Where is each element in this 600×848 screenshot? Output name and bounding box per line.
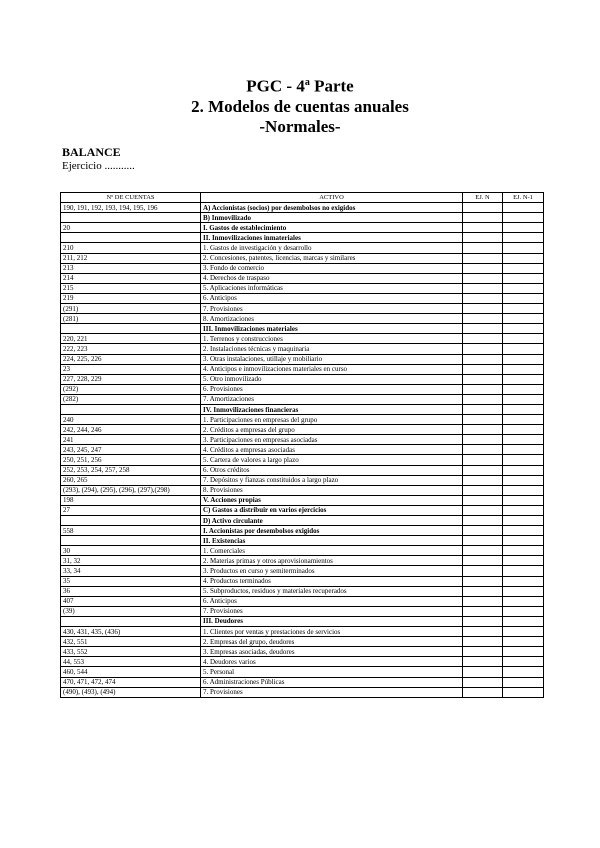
accounts-cell: 210 bbox=[61, 243, 201, 253]
accounts-cell: 558 bbox=[61, 526, 201, 536]
description-cell: 4. Productos terminados bbox=[201, 576, 463, 586]
ej-n1-cell bbox=[503, 485, 544, 495]
accounts-cell: (291) bbox=[61, 304, 201, 314]
ej-n1-cell bbox=[503, 374, 544, 384]
table-row bbox=[61, 667, 544, 677]
ej-n1-cell bbox=[503, 243, 544, 253]
ej-n-cell bbox=[463, 233, 503, 243]
section-heading: BALANCE bbox=[62, 145, 121, 159]
ej-n1-cell bbox=[503, 637, 544, 647]
ej-n-cell bbox=[463, 263, 503, 273]
description-cell: III. Deudores bbox=[201, 616, 463, 626]
table-row bbox=[61, 203, 544, 213]
ej-n1-cell bbox=[503, 465, 544, 475]
table-row bbox=[61, 404, 544, 414]
description-cell: 7. Provisiones bbox=[201, 687, 463, 697]
ej-n1-cell bbox=[503, 667, 544, 677]
table-row bbox=[61, 415, 544, 425]
ej-n1-cell bbox=[503, 203, 544, 213]
description-cell: 4. Anticipos e inmovilizaciones materiales en curso bbox=[201, 364, 463, 374]
ej-n-cell bbox=[463, 364, 503, 374]
ej-n-cell bbox=[463, 475, 503, 485]
description-cell: 1. Participaciones en empresas del grupo bbox=[201, 415, 463, 425]
ej-n-cell bbox=[463, 213, 503, 223]
table-row bbox=[61, 657, 544, 667]
accounts-cell: 33, 34 bbox=[61, 566, 201, 576]
table-row bbox=[61, 334, 544, 344]
accounts-cell: 470, 471, 472, 474 bbox=[61, 677, 201, 687]
table-row bbox=[61, 536, 544, 546]
description-cell: 2. Instalaciones técnicas y maquinaria bbox=[201, 344, 463, 354]
description-cell: 6. Provisiones bbox=[201, 384, 463, 394]
ej-n-cell bbox=[463, 667, 503, 677]
description-cell: 7. Provisiones bbox=[201, 304, 463, 314]
accounts-cell: 250, 251, 256 bbox=[61, 455, 201, 465]
description-cell: 5. Cartera de valores a largo plazo bbox=[201, 455, 463, 465]
ej-n1-cell bbox=[503, 647, 544, 657]
ej-n1-cell bbox=[503, 526, 544, 536]
description-cell: IV. Inmovilizaciones financieras bbox=[201, 404, 463, 414]
description-cell: III. Inmovilizaciones materiales bbox=[201, 324, 463, 334]
table-row bbox=[61, 687, 544, 697]
table-row bbox=[61, 647, 544, 657]
ej-n-cell bbox=[463, 304, 503, 314]
accounts-cell: 252, 253, 254, 257, 258 bbox=[61, 465, 201, 475]
description-cell: 2. Concesiones, patentes, licencias, marcas y similares bbox=[201, 253, 463, 263]
table-row bbox=[61, 344, 544, 354]
ej-n1-cell bbox=[503, 475, 544, 485]
ej-n-cell bbox=[463, 657, 503, 667]
title-line-2: 2. Modelos de cuentas anuales bbox=[191, 96, 409, 116]
title-line-1: PGC - 4$^a$ Parte bbox=[246, 76, 354, 96]
description-cell: 6. Administraciones Públicas bbox=[201, 677, 463, 687]
ej-n1-cell bbox=[503, 455, 544, 465]
table-row bbox=[61, 465, 544, 475]
ej-n-cell bbox=[463, 384, 503, 394]
table-row bbox=[61, 516, 544, 526]
ej-n1-cell bbox=[503, 304, 544, 314]
ej-n-cell bbox=[463, 283, 503, 293]
table-row bbox=[61, 273, 544, 283]
ej-n-cell bbox=[463, 223, 503, 233]
ej-n1-cell bbox=[503, 263, 544, 273]
ej-n-cell bbox=[463, 415, 503, 425]
table-row bbox=[61, 455, 544, 465]
table-row bbox=[61, 364, 544, 374]
description-cell: 2. Empresas del grupo, deudores bbox=[201, 637, 463, 647]
ej-n-cell bbox=[463, 314, 503, 324]
accounts-cell: (293), (294), (295), (296), (297),(298) bbox=[61, 485, 201, 495]
ej-n1-cell bbox=[503, 556, 544, 566]
description-cell: 6. Anticipos bbox=[201, 596, 463, 606]
title-line-3: -Normales- bbox=[259, 116, 341, 136]
description-cell: 3. Productos en curso y semiterminados bbox=[201, 566, 463, 576]
ej-n-cell bbox=[463, 465, 503, 475]
description-cell: 3. Empresas asociadas, deudores bbox=[201, 647, 463, 657]
accounts-cell: 222, 223 bbox=[61, 344, 201, 354]
table-row bbox=[61, 596, 544, 606]
description-cell: 2. Materias primas y otros aprovisionamientos bbox=[201, 556, 463, 566]
ej-n1-cell bbox=[503, 606, 544, 616]
ej-n1-cell bbox=[503, 293, 544, 303]
accounts-cell bbox=[61, 324, 201, 334]
accounts-cell: (282) bbox=[61, 394, 201, 404]
ej-n1-cell bbox=[503, 324, 544, 334]
table-row bbox=[61, 283, 544, 293]
description-cell: 1. Comerciales bbox=[201, 546, 463, 556]
ej-n1-cell bbox=[503, 596, 544, 606]
description-cell: V. Acciones propias bbox=[201, 495, 463, 505]
ej-n1-cell bbox=[503, 576, 544, 586]
accounts-cell bbox=[61, 536, 201, 546]
table-row bbox=[61, 374, 544, 384]
ej-n-cell bbox=[463, 596, 503, 606]
accounts-cell bbox=[61, 213, 201, 223]
description-cell: 6. Anticipos bbox=[201, 293, 463, 303]
ej-n1-cell bbox=[503, 314, 544, 324]
ej-n-cell bbox=[463, 324, 503, 334]
accounts-cell: 241 bbox=[61, 435, 201, 445]
ej-n-cell bbox=[463, 687, 503, 697]
ej-n1-cell bbox=[503, 627, 544, 637]
table-row bbox=[61, 263, 544, 273]
table-row bbox=[61, 243, 544, 253]
table-row bbox=[61, 213, 544, 223]
ej-n-cell bbox=[463, 495, 503, 505]
description-cell: 4. Derechos de traspaso bbox=[201, 273, 463, 283]
description-cell: 8. Provisiones bbox=[201, 485, 463, 495]
table-body bbox=[61, 203, 544, 698]
accounts-cell bbox=[61, 404, 201, 414]
accounts-cell: 211, 212 bbox=[61, 253, 201, 263]
table-row bbox=[61, 354, 544, 364]
ej-n-cell bbox=[463, 404, 503, 414]
ej-n1-cell bbox=[503, 536, 544, 546]
accounts-cell: 36 bbox=[61, 586, 201, 596]
header-ej-n1: EJ. N-1 bbox=[503, 193, 544, 203]
ej-n-cell bbox=[463, 556, 503, 566]
accounts-cell: 219 bbox=[61, 293, 201, 303]
table-row bbox=[61, 616, 544, 626]
ej-n-cell bbox=[463, 677, 503, 687]
accounts-cell: 20 bbox=[61, 223, 201, 233]
description-cell: 3. Otras instalaciones, utillaje y mobiliario bbox=[201, 354, 463, 364]
accounts-cell: 407 bbox=[61, 596, 201, 606]
ej-n-cell bbox=[463, 576, 503, 586]
description-cell: 3. Fondo de comercio bbox=[201, 263, 463, 273]
ej-n1-cell bbox=[503, 586, 544, 596]
description-cell: 1. Gastos de investigación y desarrollo bbox=[201, 243, 463, 253]
accounts-cell: (39) bbox=[61, 606, 201, 616]
ej-n-cell bbox=[463, 203, 503, 213]
ej-n-cell bbox=[463, 546, 503, 556]
ej-n1-cell bbox=[503, 394, 544, 404]
table-row bbox=[61, 475, 544, 485]
accounts-cell bbox=[61, 616, 201, 626]
description-cell: 7. Depósitos y fianzas constituidos a largo plazo bbox=[201, 475, 463, 485]
accounts-cell: 260, 265 bbox=[61, 475, 201, 485]
description-cell: I. Gastos de establecimiento bbox=[201, 223, 463, 233]
ej-n1-cell bbox=[503, 687, 544, 697]
description-cell: 5. Aplicaciones informáticas bbox=[201, 283, 463, 293]
ej-n1-cell bbox=[503, 546, 544, 556]
balance-table bbox=[60, 192, 544, 698]
description-cell: 2. Créditos a empresas del grupo bbox=[201, 425, 463, 435]
ej-n-cell bbox=[463, 606, 503, 616]
ej-n1-cell bbox=[503, 283, 544, 293]
ej-n-cell bbox=[463, 536, 503, 546]
description-cell: B) Inmovilizado bbox=[201, 213, 463, 223]
accounts-cell: (281) bbox=[61, 314, 201, 324]
table-row bbox=[61, 546, 544, 556]
ej-n-cell bbox=[463, 253, 503, 263]
ej-n-cell bbox=[463, 374, 503, 384]
description-cell: 1. Terrenos y construcciones bbox=[201, 334, 463, 344]
accounts-cell: (490), (493), (494) bbox=[61, 687, 201, 697]
accounts-cell: (292) bbox=[61, 384, 201, 394]
description-cell: 1. Clientes por ventas y prestaciones de servicios bbox=[201, 627, 463, 637]
document-title bbox=[0, 73, 600, 137]
accounts-cell: 31, 32 bbox=[61, 556, 201, 566]
ej-n-cell bbox=[463, 354, 503, 364]
table-row bbox=[61, 314, 544, 324]
ej-n1-cell bbox=[503, 404, 544, 414]
ej-n1-cell bbox=[503, 213, 544, 223]
description-cell: 3. Participaciones en empresas asociadas bbox=[201, 435, 463, 445]
ej-n-cell bbox=[463, 485, 503, 495]
accounts-cell: 430, 431, 435, (436) bbox=[61, 627, 201, 637]
description-cell: II. Inmovilizaciones inmateriales bbox=[201, 233, 463, 243]
ej-n1-cell bbox=[503, 677, 544, 687]
accounts-cell: 44, 553 bbox=[61, 657, 201, 667]
ej-n-cell bbox=[463, 647, 503, 657]
accounts-cell: 190, 191, 192, 193, 194, 195, 196 bbox=[61, 203, 201, 213]
ej-n1-cell bbox=[503, 516, 544, 526]
ej-n-cell bbox=[463, 637, 503, 647]
table-row bbox=[61, 505, 544, 515]
ej-n1-cell bbox=[503, 334, 544, 344]
header-ej-n: EJ. N bbox=[463, 193, 503, 203]
table-row bbox=[61, 304, 544, 314]
table-row bbox=[61, 606, 544, 616]
table-row bbox=[61, 293, 544, 303]
ej-n-cell bbox=[463, 425, 503, 435]
accounts-cell: 242, 244, 246 bbox=[61, 425, 201, 435]
description-cell: A) Accionistas (socios) por desembolsos no exigidos bbox=[201, 203, 463, 213]
ej-n-cell bbox=[463, 445, 503, 455]
table-row bbox=[61, 495, 544, 505]
ej-n-cell bbox=[463, 505, 503, 515]
accounts-cell bbox=[61, 516, 201, 526]
ej-n1-cell bbox=[503, 233, 544, 243]
ej-n-cell bbox=[463, 586, 503, 596]
table-row bbox=[61, 627, 544, 637]
ej-n1-cell bbox=[503, 364, 544, 374]
ej-n1-cell bbox=[503, 415, 544, 425]
accounts-cell: 213 bbox=[61, 263, 201, 273]
description-cell: 4. Créditos a empresas asociadas bbox=[201, 445, 463, 455]
description-cell: 5. Subproductos, residuos y materiales recuperados bbox=[201, 586, 463, 596]
table-row bbox=[61, 223, 544, 233]
description-cell: I. Accionistas por desembolsos exigidos bbox=[201, 526, 463, 536]
ej-n-cell bbox=[463, 526, 503, 536]
description-cell: 5. Personal bbox=[201, 667, 463, 677]
accounts-cell: 214 bbox=[61, 273, 201, 283]
accounts-cell: 243, 245, 247 bbox=[61, 445, 201, 455]
table-row bbox=[61, 324, 544, 334]
table-row bbox=[61, 394, 544, 404]
ej-n-cell bbox=[463, 273, 503, 283]
ej-n1-cell bbox=[503, 253, 544, 263]
ej-n-cell bbox=[463, 627, 503, 637]
section-subheading: Ejercicio ........... bbox=[62, 160, 135, 172]
ej-n1-cell bbox=[503, 445, 544, 455]
accounts-cell: 30 bbox=[61, 546, 201, 556]
table-row bbox=[61, 435, 544, 445]
ej-n1-cell bbox=[503, 566, 544, 576]
ej-n-cell bbox=[463, 455, 503, 465]
header-accounts: Nº DE CUENTAS bbox=[61, 193, 201, 203]
ej-n-cell bbox=[463, 616, 503, 626]
description-cell: C) Gastos a distribuir en varios ejercicios bbox=[201, 505, 463, 515]
table-row bbox=[61, 586, 544, 596]
section-header bbox=[62, 145, 135, 173]
ej-n1-cell bbox=[503, 223, 544, 233]
description-cell: 7. Amortizaciones bbox=[201, 394, 463, 404]
accounts-cell: 215 bbox=[61, 283, 201, 293]
table-row bbox=[61, 637, 544, 647]
ej-n-cell bbox=[463, 394, 503, 404]
table-row bbox=[61, 253, 544, 263]
accounts-cell: 220, 221 bbox=[61, 334, 201, 344]
ej-n-cell bbox=[463, 243, 503, 253]
description-cell: 4. Deudores varios bbox=[201, 657, 463, 667]
ej-n-cell bbox=[463, 293, 503, 303]
accounts-cell: 224, 225, 226 bbox=[61, 354, 201, 364]
table-row bbox=[61, 425, 544, 435]
ej-n1-cell bbox=[503, 657, 544, 667]
ej-n1-cell bbox=[503, 273, 544, 283]
accounts-cell: 432, 551 bbox=[61, 637, 201, 647]
description-cell: 5. Otro inmovilizado bbox=[201, 374, 463, 384]
description-cell: 6. Otros créditos bbox=[201, 465, 463, 475]
table-row bbox=[61, 677, 544, 687]
accounts-cell: 240 bbox=[61, 415, 201, 425]
accounts-cell: 23 bbox=[61, 364, 201, 374]
ej-n-cell bbox=[463, 344, 503, 354]
table-row bbox=[61, 556, 544, 566]
description-cell: 8. Amortizaciones bbox=[201, 314, 463, 324]
table-row bbox=[61, 445, 544, 455]
header-description: ACTIVO bbox=[201, 193, 463, 203]
accounts-cell bbox=[61, 233, 201, 243]
ej-n1-cell bbox=[503, 344, 544, 354]
ej-n1-cell bbox=[503, 616, 544, 626]
accounts-cell: 198 bbox=[61, 495, 201, 505]
ej-n1-cell bbox=[503, 384, 544, 394]
description-cell: 7. Provisiones bbox=[201, 606, 463, 616]
table-row bbox=[61, 526, 544, 536]
table-row bbox=[61, 485, 544, 495]
ej-n-cell bbox=[463, 334, 503, 344]
ej-n1-cell bbox=[503, 435, 544, 445]
ej-n-cell bbox=[463, 516, 503, 526]
ej-n1-cell bbox=[503, 495, 544, 505]
accounts-cell: 433, 552 bbox=[61, 647, 201, 657]
ej-n1-cell bbox=[503, 425, 544, 435]
accounts-cell: 460, 544 bbox=[61, 667, 201, 677]
table-row bbox=[61, 566, 544, 576]
table-row bbox=[61, 384, 544, 394]
ej-n1-cell bbox=[503, 505, 544, 515]
table-row bbox=[61, 233, 544, 243]
accounts-cell: 35 bbox=[61, 576, 201, 586]
ej-n-cell bbox=[463, 435, 503, 445]
table-row bbox=[61, 576, 544, 586]
ej-n1-cell bbox=[503, 354, 544, 364]
ej-n-cell bbox=[463, 566, 503, 576]
description-cell: D) Activo circulante bbox=[201, 516, 463, 526]
accounts-cell: 227, 228, 229 bbox=[61, 374, 201, 384]
description-cell: II. Existencias bbox=[201, 536, 463, 546]
table-header-row bbox=[61, 193, 544, 203]
accounts-cell: 27 bbox=[61, 505, 201, 515]
